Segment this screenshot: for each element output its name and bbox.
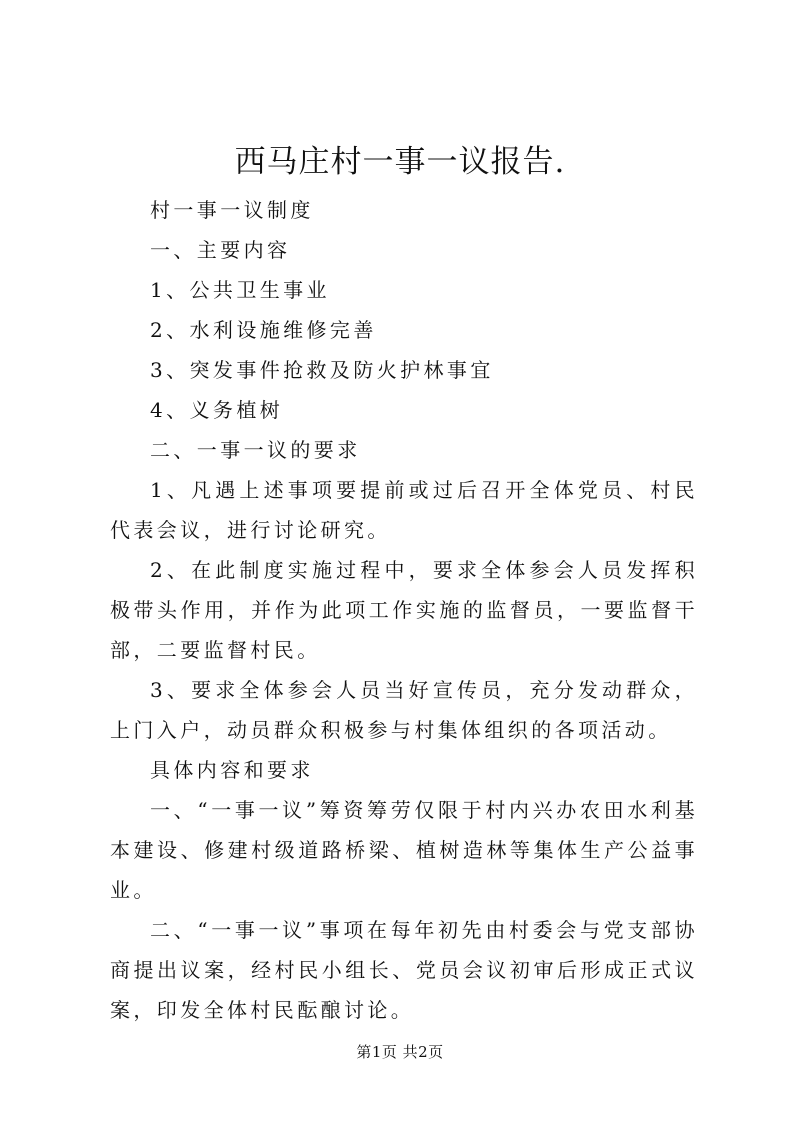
paragraph: 二、一事一议的要求 [150,438,361,462]
paragraph: 2、水利设施维修完善 [150,318,377,342]
paragraph: 3、要求全体参会人员当好宣传员，充分发动群众，上门入户，动员群众积极参与村集体组织的各项活动。 [110,678,698,742]
paragraph: 一、主要内容 [150,238,291,262]
document-title: 西马庄村一事一议报告. [234,144,566,180]
paragraph: 1、凡遇上述事项要提前或过后召开全体党员、村民代表会议，进行讨论研究。 [110,478,698,542]
document-body [110,190,698,1030]
page-footer: 第1页 共2页 [356,1043,444,1061]
paragraph: 一、“一事一议”筹资筹劳仅限于村内兴办农田水利基本建设、修建村级道路桥梁、植树造林等集体生产公益事业。 [110,798,698,902]
paragraph: 3、突发事件抢救及防火护林事宜 [150,358,494,382]
paragraph: 2、在此制度实施过程中，要求全体参会人员发挥积极带头作用，并作为此项工作实施的监督员，一要监督干部，二要监督村民。 [110,558,698,662]
paragraph: 4、义务植树 [150,398,284,422]
paragraph: 二、“一事一议”事项在每年初先由村委会与党支部协商提出议案，经村民小组长、党员会议初审后形成正式议案，印发全体村民酝酿讨论。 [110,918,698,1022]
paragraph: 具体内容和要求 [150,758,314,782]
paragraph: 村一事一议制度 [150,198,314,222]
paragraph: 1、公共卫生事业 [150,278,330,302]
